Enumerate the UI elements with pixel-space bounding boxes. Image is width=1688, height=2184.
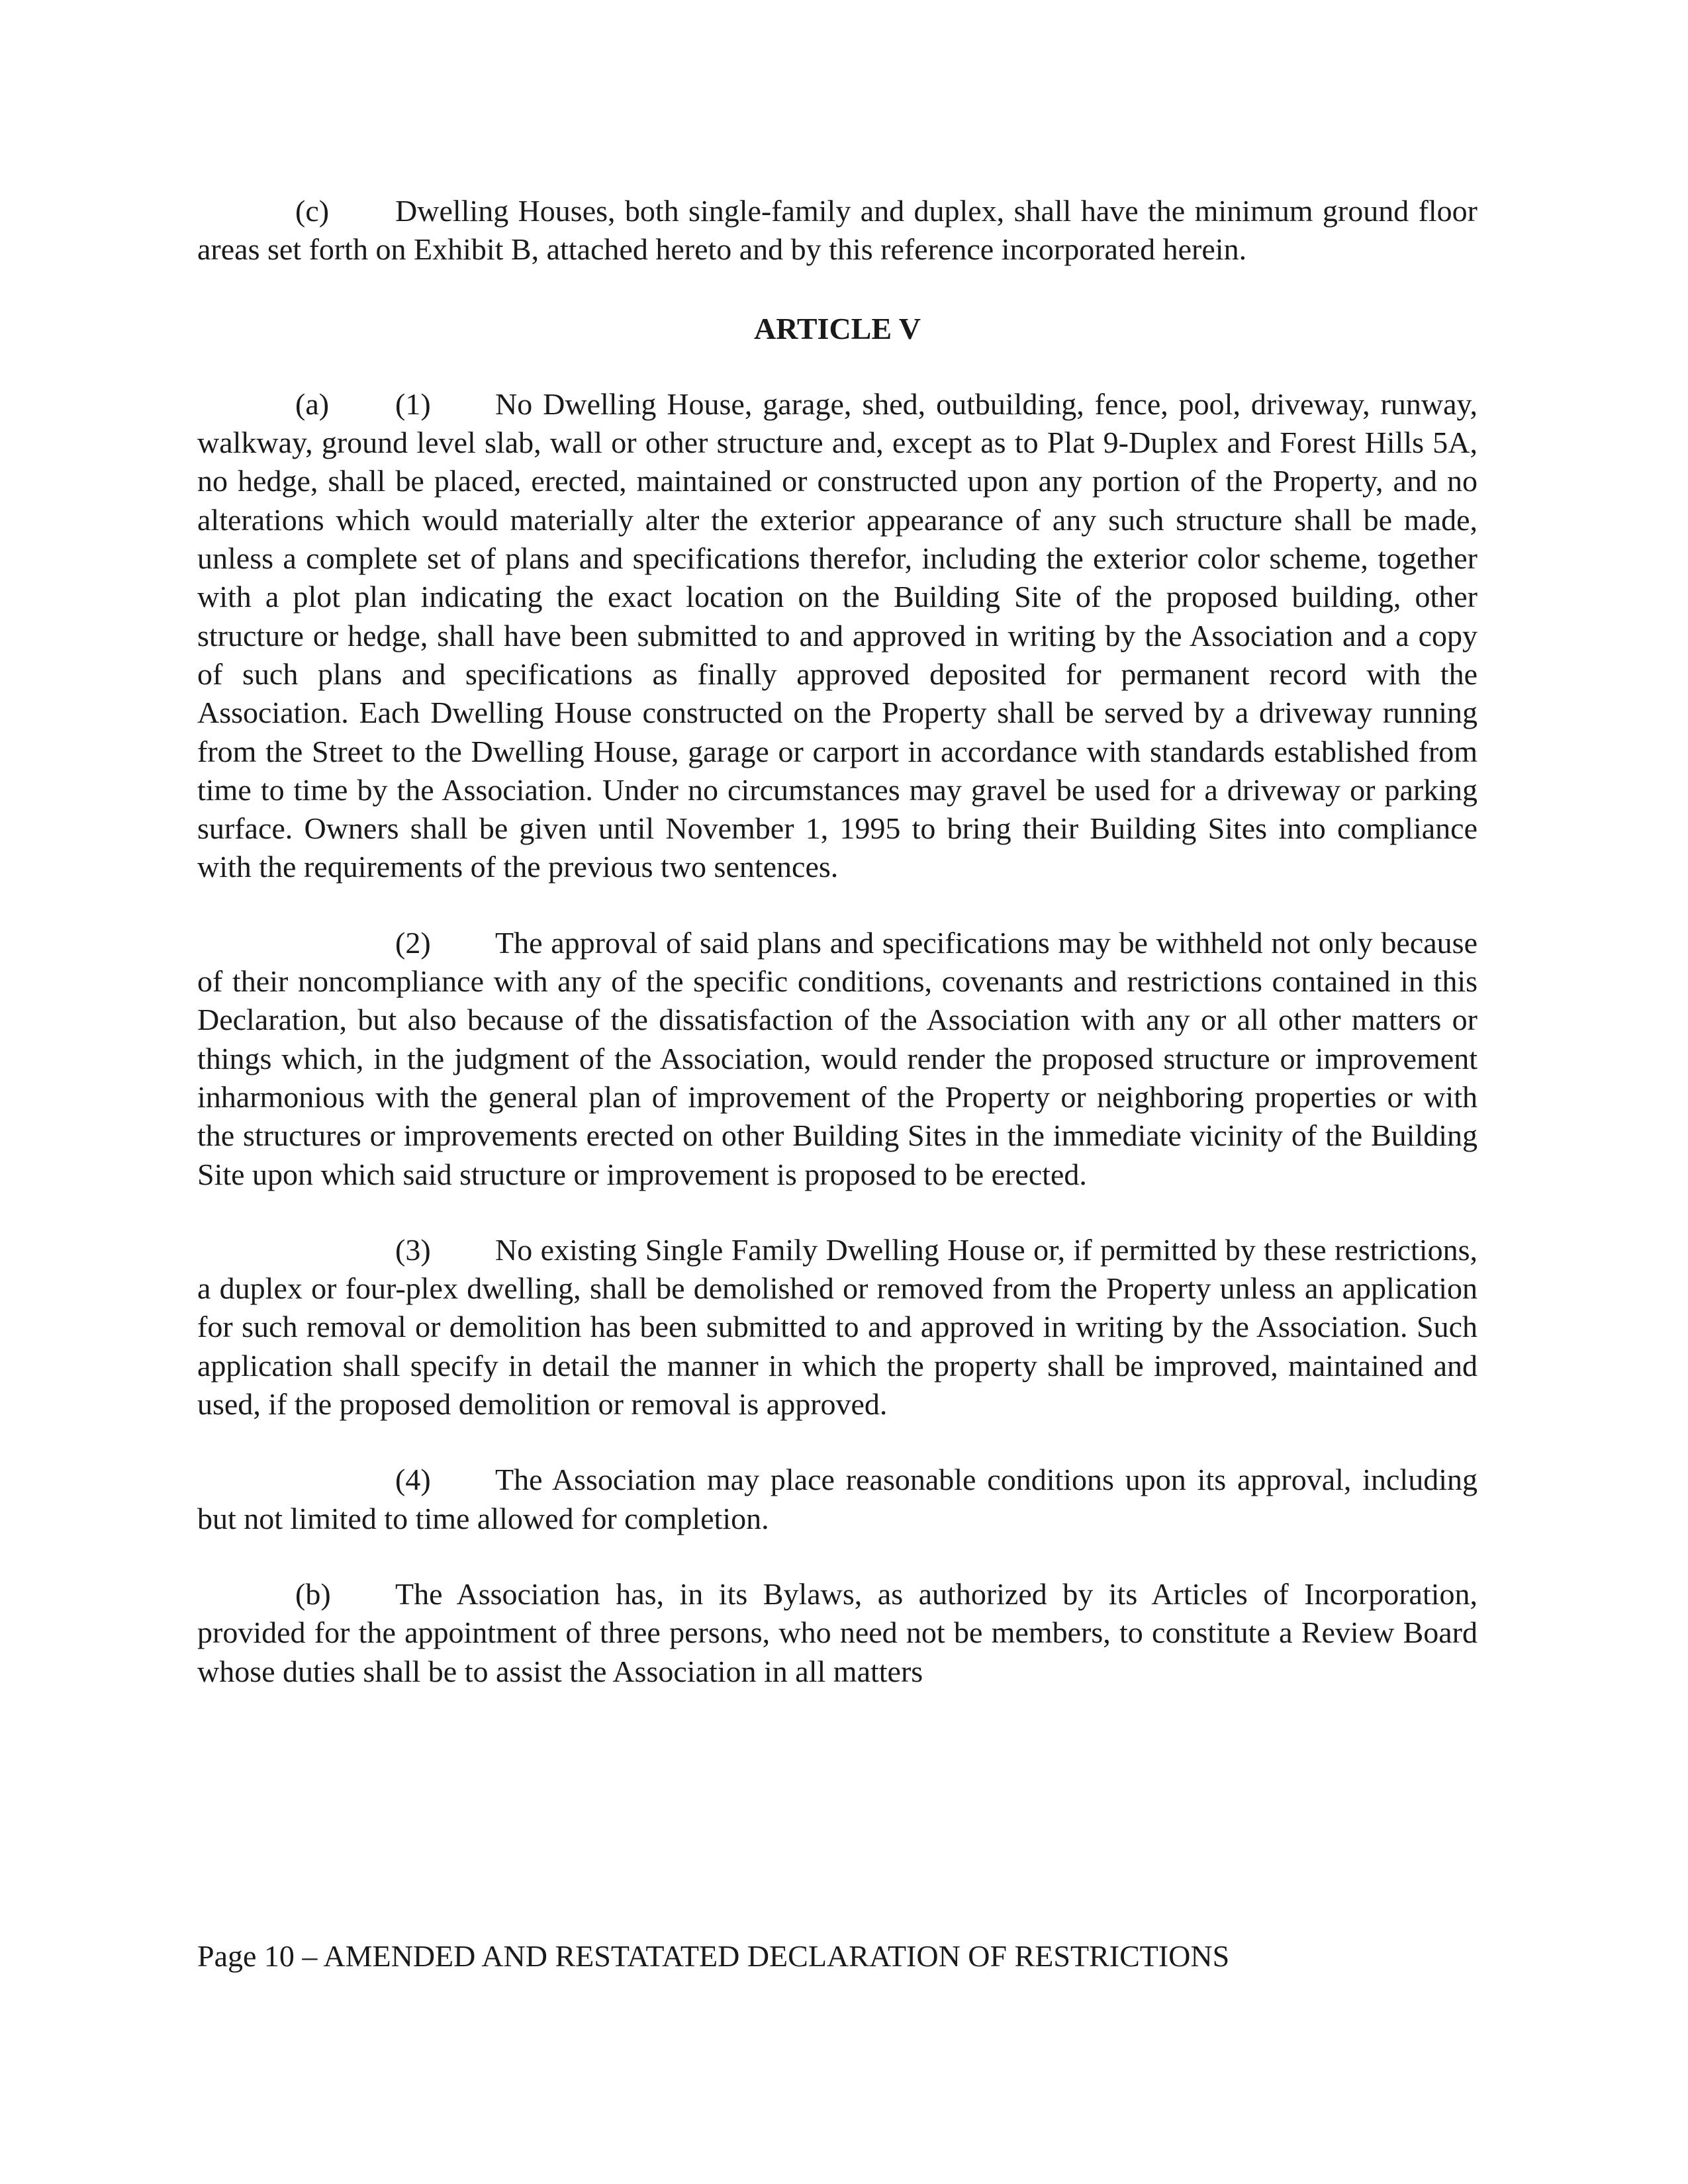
subparagraph-label: (2) bbox=[395, 925, 431, 960]
paragraph-text: The approval of said plans and specifications may be withheld not only because of their noncompliance with any of the specific conditions, covenants and restrictions contained in this Declaration, but also because of the dissatisfaction of the Association with any or all other matters or things which, in the judgment of the Association, would render the proposed structure or improvement inharmonious with the general plan of improvement of the Property or neighboring properties or with the structures or improvements erected on other Building Sites in the immediate vicinity of the Building Site upon which said structure or improvement is proposed to be erected. bbox=[197, 925, 1477, 1191]
page-footer: Page 10 – AMENDED AND RESTATATED DECLARATION OF RESTRICTIONS bbox=[197, 1939, 1230, 1973]
paragraph-c bbox=[197, 192, 1477, 269]
paragraph-text: The Association has, in its Bylaws, as authorized by its Articles of Incorporation, provided for the appointment of three persons, who need not be members, to constitute a Review Board whose duties shall be to assist the Association in all matters bbox=[197, 1576, 1477, 1688]
subparagraph-label: (4) bbox=[395, 1463, 431, 1497]
paragraph-label: (a) bbox=[295, 387, 330, 421]
paragraph-text: Dwelling Houses, both single-family and duplex, shall have the minimum ground floor areas set forth on Exhibit B, attached hereto and by this reference incorporated herein. bbox=[197, 194, 1477, 267]
subparagraph-label: (1) bbox=[395, 387, 431, 421]
paragraph-a1 bbox=[197, 385, 1477, 887]
paragraph-label: (b) bbox=[295, 1576, 331, 1611]
paragraph-text: No Dwelling House, garage, shed, outbuilding, fence, pool, driveway, runway, walkway, ground level slab, wall or other structure and, except as to Plat 9-Duplex and Forest Hills 5A, no hedge, shall be placed, erected, maintained or constructed upon any portion of the Property, and no alterations which would materially alter the exterior appearance of any such structure shall be made, unless a complete set of plans and specifications therefor, including the exterior color scheme, together with a plot plan indicating the exact location on the Building Site of the proposed building, other structure or hedge, shall have been submitted to and approved in writing by the Association and a copy of such plans and specifications as finally approved deposited for permanent record with the Association. Each Dwelling House constructed on the Property shall be served by a driveway running from the Street to the Dwelling House, garage or carport in accordance with standards established from time to time by the Association. Under no circumstances may gravel be used for a driveway or parking surface. Owners shall be given until November 1, 1995 to bring their Building Sites into compliance with the requirements of the previous two sentences. bbox=[197, 387, 1477, 884]
paragraph-b bbox=[197, 1575, 1477, 1691]
paragraph-a4 bbox=[197, 1461, 1477, 1538]
paragraph-text: No existing Single Family Dwelling House or, if permitted by these restrictions, a duplex or four-plex dwelling, shall be demolished or removed from the Property unless an application for such removal or demolition has been submitted to and approved in writing by the Association. Such application shall specify in detail the manner in which the property shall be improved, maintained and used, if the proposed demolition or removal is approved. bbox=[197, 1232, 1477, 1422]
paragraph-a3 bbox=[197, 1231, 1477, 1424]
paragraph-text: The Association may place reasonable conditions upon its approval, including but not limited to time allowed for completion. bbox=[197, 1463, 1477, 1535]
subparagraph-label: (3) bbox=[395, 1232, 431, 1267]
document-body bbox=[197, 192, 1477, 1691]
article-heading: ARTICLE V bbox=[754, 311, 921, 345]
paragraph-a2 bbox=[197, 924, 1477, 1194]
paragraph-label: (c) bbox=[295, 194, 330, 228]
